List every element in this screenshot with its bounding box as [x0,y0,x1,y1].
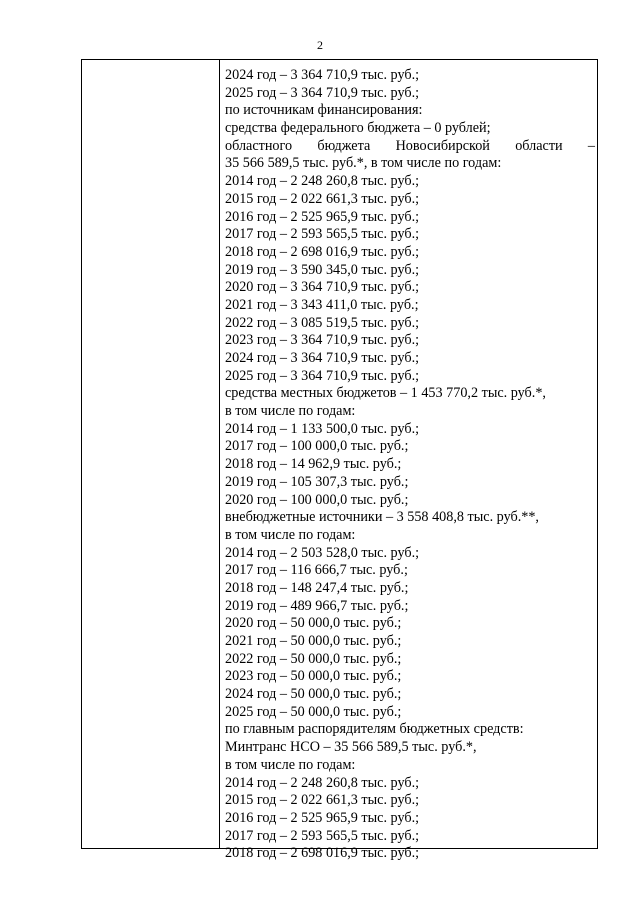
word: бюджета [317,137,371,154]
text-line: 2021 год – 3 343 411,0 тыс. руб.; [225,296,419,313]
text-line: 2020 год – 3 364 710,9 тыс. руб.; [225,279,420,296]
word: областного [225,137,293,154]
document-table [81,59,598,862]
word: Новосибирской [395,137,490,154]
text-line: 2017 год – 116 666,7 тыс. руб.; [225,562,408,579]
text-line: по источникам финансирования: [225,102,423,119]
text-line: 2014 год – 2 248 260,8 тыс. руб.; [225,173,420,190]
text-line: 2022 год – 3 085 519,5 тыс. руб.; [225,314,420,331]
text-line: в том числе по годам: [225,526,356,543]
text-line: 2021 год – 50 000,0 тыс. руб.; [225,633,402,649]
text-line: средства местных бюджетов – 1 453 770,2 тыс. руб.*, [225,385,546,402]
text-line-justified [225,138,595,156]
text-line: 2018 год – 2 698 016,9 тыс. руб.; [225,845,420,862]
text-line: 2023 год – 3 364 710,9 тыс. руб.; [225,332,420,349]
text-line: 2017 год – 2 593 565,5 тыс. руб.; [225,827,420,844]
table-cell-right [225,67,595,863]
text-line: 2025 год – 3 364 710,9 тыс. руб.; [225,84,420,101]
text-line: Минтранс НСО – 35 566 589,5 тыс. руб.*, [225,739,477,756]
table-cell-left [82,60,219,848]
text-line: 2023 год – 50 000,0 тыс. руб.; [225,668,402,685]
text-line: 2014 год – 2 248 260,8 тыс. руб.; [225,774,420,791]
text-line: 2024 год – 3 364 710,9 тыс. руб.; [225,350,420,366]
word: области [515,137,563,154]
text-line: 2019 год – 3 590 345,0 тыс. руб.; [225,261,420,278]
text-line: 2017 год – 2 593 565,5 тыс. руб.; [225,226,420,243]
text-line: 2016 год – 2 525 965,9 тыс. руб.; [225,809,420,826]
text-line: 2020 год – 50 000,0 тыс. руб.; [225,615,402,632]
text-line: внебюджетные источники – 3 558 408,8 тыс. руб.**, [225,509,539,526]
text-line: 2025 год – 50 000,0 тыс. руб.; [225,703,402,720]
text-line: 2019 год – 105 307,3 тыс. руб.; [225,473,409,490]
text-line: 2024 год – 3 364 710,9 тыс. руб.; [225,67,420,83]
text-line: 2016 год – 2 525 965,9 тыс. руб.; [225,208,420,225]
text-line: в том числе по годам: [225,403,356,420]
column-divider [219,60,220,848]
word: – [587,137,595,154]
text-line: 2015 год – 2 022 661,3 тыс. руб.; [225,190,420,207]
text-line: 2020 год – 100 000,0 тыс. руб.; [225,491,409,508]
text-line: 2014 год – 2 503 528,0 тыс. руб.; [225,544,420,561]
text-line: 2019 год – 489 966,7 тыс. руб.; [225,597,409,614]
text-line: 2025 год – 3 364 710,9 тыс. руб.; [225,367,420,384]
text-line: 2014 год – 1 133 500,0 тыс. руб.; [225,420,420,437]
text-line: 2017 год – 100 000,0 тыс. руб.; [225,438,409,455]
text-line: 35 566 589,5 тыс. руб.*, в том числе по годам: [225,155,502,172]
text-line: 2018 год – 14 962,9 тыс. руб.; [225,456,402,473]
text-line: 2022 год – 50 000,0 тыс. руб.; [225,650,402,667]
text-line: в том числе по годам: [225,756,356,773]
text-line: 2018 год – 148 247,4 тыс. руб.; [225,579,409,596]
page-number: 2 [317,38,323,52]
text-line: 2024 год – 50 000,0 тыс. руб.; [225,686,402,703]
text-line: по главным распорядителям бюджетных средств: [225,721,524,738]
text-line: 2015 год – 2 022 661,3 тыс. руб.; [225,792,420,809]
text-line: 2018 год – 2 698 016,9 тыс. руб.; [225,243,420,260]
text-line: средства федерального бюджета – 0 рублей; [225,120,491,137]
